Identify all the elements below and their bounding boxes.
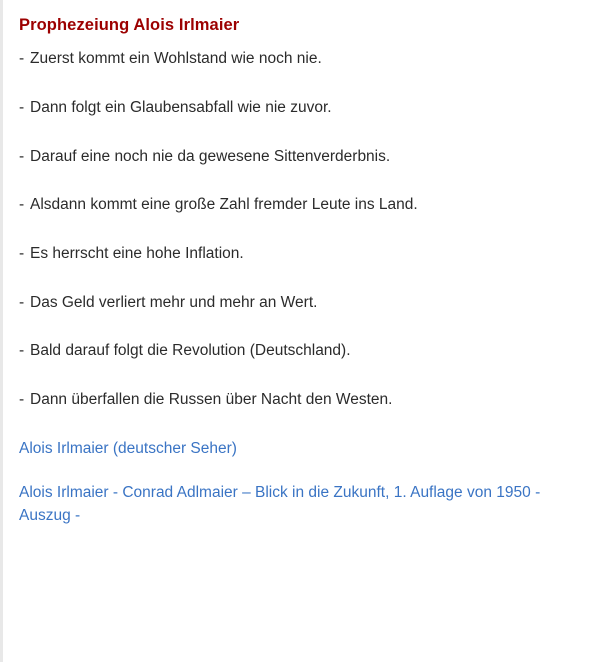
list-item-text: Dann folgt ein Glaubensabfall wie nie zuvor. — [30, 98, 332, 116]
list-item — [19, 97, 584, 119]
list-item-text: Darauf eine noch nie da gewesene Sittenverderbnis. — [30, 147, 391, 165]
page-title: Prophezeiung Alois Irlmaier — [19, 16, 240, 34]
bullet-dash: - — [19, 342, 25, 360]
list-item — [19, 292, 584, 314]
list-item — [19, 243, 584, 265]
source-link-book[interactable]: Alois Irlmaier - Conrad Adlmaier – Blick in die Zukunft, 1. Auflage von 1950 - Auszug - — [19, 484, 541, 524]
bullet-dash: - — [19, 196, 25, 214]
prophecy-list — [19, 48, 584, 411]
list-item-text: Alsdann kommt eine große Zahl fremder Leute ins Land. — [30, 196, 418, 214]
bullet-dash: - — [19, 50, 25, 68]
bullet-dash: - — [19, 391, 25, 409]
list-item — [19, 146, 584, 168]
list-item-text: Zuerst kommt ein Wohlstand wie noch nie. — [30, 50, 322, 68]
bullet-dash: - — [19, 293, 25, 311]
source-link-author[interactable]: Alois Irlmaier (deutscher Seher) — [19, 439, 237, 457]
bullet-dash: - — [19, 245, 25, 263]
bullet-dash: - — [19, 98, 25, 116]
list-item — [19, 389, 584, 411]
list-item-text: Dann überfallen die Russen über Nacht den Westen. — [30, 391, 393, 409]
list-item-text: Bald darauf folgt die Revolution (Deutschland). — [30, 342, 351, 360]
bullet-dash: - — [19, 147, 25, 165]
list-item — [19, 194, 584, 216]
list-item — [19, 48, 584, 70]
list-item-text: Es herrscht eine hohe Inflation. — [30, 245, 244, 263]
list-item — [19, 340, 584, 362]
list-item-text: Das Geld verliert mehr und mehr an Wert. — [30, 293, 318, 311]
